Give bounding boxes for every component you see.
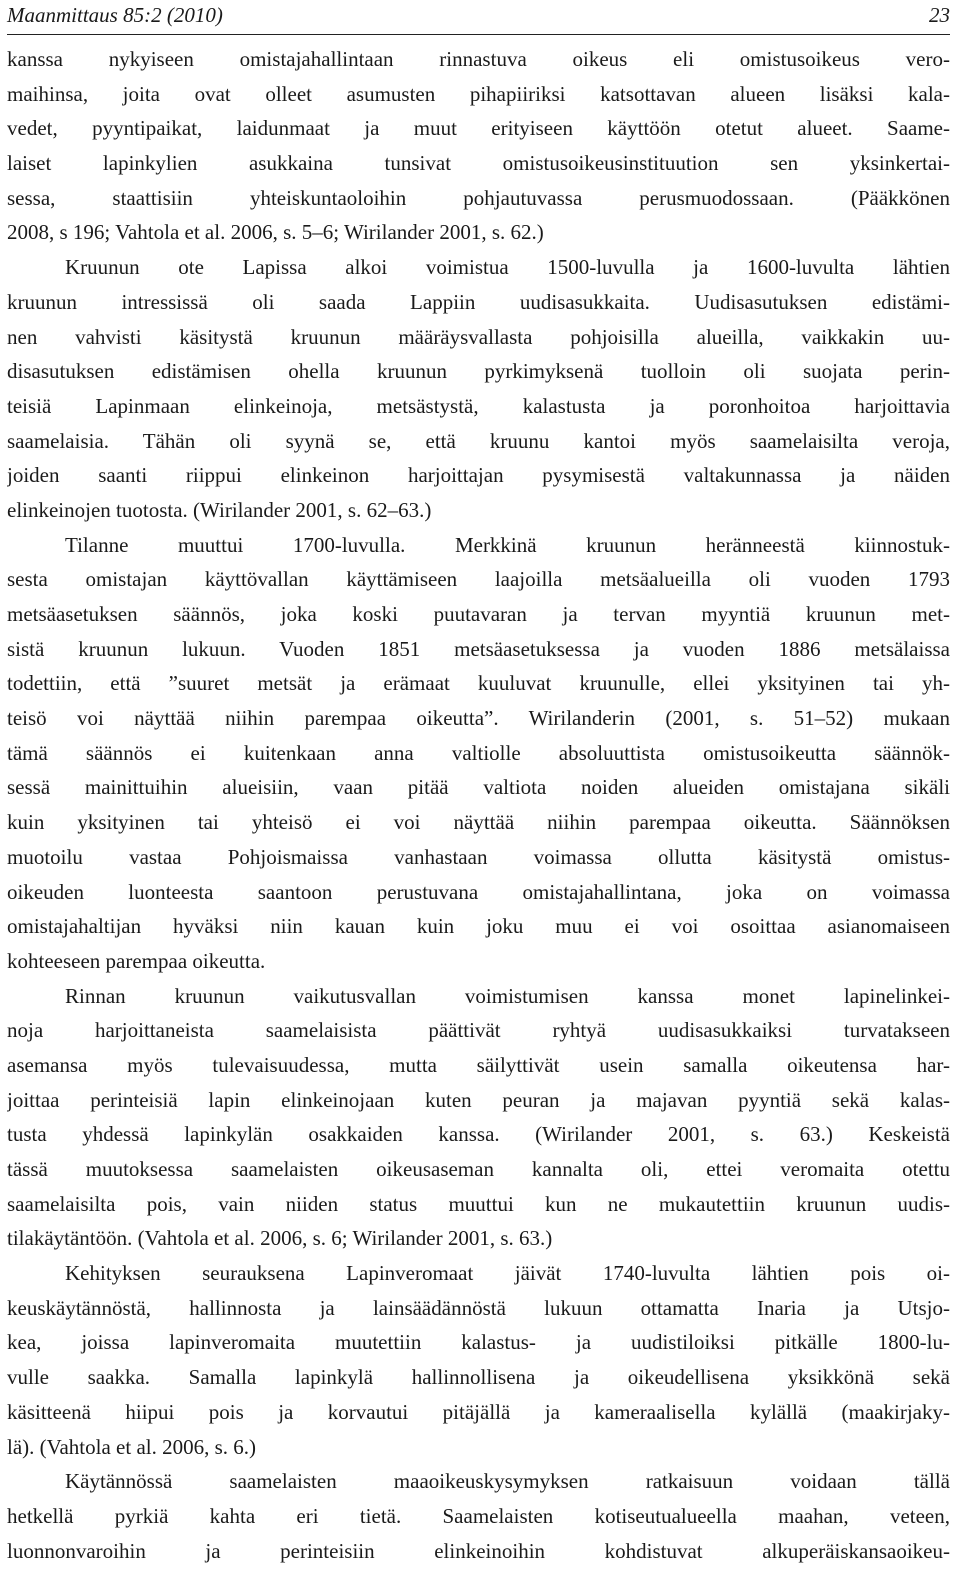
text-line: joittaa perinteisiä lapin elinkeinojaan kuten peuran ja majavan pyyntiä sekä kalas- bbox=[7, 1087, 950, 1112]
text-line: asemansa myös tulevaisuudessa, mutta säilyttivät usein samalla oikeutensa har- bbox=[7, 1052, 950, 1077]
journal-title: Maanmittaus 85:2 (2010) bbox=[7, 3, 223, 27]
text-line: noja harjoittaneista saamelaisista päättivät ryhtyä uudisasukkaiksi turvatakseen bbox=[7, 1018, 950, 1043]
text-line: elinkeinojen tuotosta. (Wirilander 2001, s. 62–63.) bbox=[7, 497, 432, 522]
page-number: 23 bbox=[929, 3, 950, 27]
text-line: maihinsa, joita ovat olleet asumusten pihapiiriksi katsottavan alueen lisäksi kala- bbox=[7, 81, 950, 106]
paragraph bbox=[7, 1464, 950, 1568]
text-line: vedet, pyyntipaikat, laidunmaat ja muut erityiseen käyttöön otetut alueet. Saame- bbox=[7, 116, 950, 141]
text-line: teisö voi näyttää niihin parempaa oikeutta”. Wirilanderin (2001, s. 51–52) mukaan bbox=[7, 706, 950, 731]
text-line: käsitteenä hiipui pois ja korvautui pitäjällä ja kameraalisella kylällä (maakirjaky- bbox=[7, 1399, 950, 1424]
text-line: vulle saakka. Samalla lapinkylä hallinnollisena ja oikeudellisena yksikkönä sekä bbox=[7, 1365, 950, 1390]
text-line: kea, joissa lapinveromaita muutettiin kalastus- ja uudistiloiksi pitkälle 1800-lu- bbox=[7, 1330, 950, 1355]
text-line: omistajahaltijan hyväksi niin kauan kuin joku muu ei voi osoittaa asianomaiseen bbox=[7, 914, 950, 939]
text-line: lä). (Vahtola et al. 2006, s. 6.) bbox=[7, 1434, 257, 1459]
text-line: kohteeseen parempaa oikeutta. bbox=[7, 948, 266, 973]
body-text bbox=[7, 42, 950, 1568]
paragraph bbox=[7, 1256, 950, 1464]
text-line: sesta omistajan käyttövallan käyttämiseen laajoilla metsäalueilla oli vuoden 1793 bbox=[7, 567, 950, 592]
text-line: kanssa nykyiseen omistajahallintaan rinnastuva oikeus eli omistusoikeus vero- bbox=[7, 47, 950, 71]
text-line: Kehityksen seurauksena Lapinveromaat jäivät 1740-luvulta lähtien pois oi- bbox=[65, 1261, 950, 1286]
text-line: kruunun intressissä oli saada Lappiin uudisasukkaita. Uudisasutuksen edistämi- bbox=[7, 289, 950, 314]
text-line: kuin yksityinen tai yhteisö ei voi näyttää niihin parempaa oikeutta. Säännöksen bbox=[7, 810, 950, 835]
text-line: teisiä Lapinmaan elinkeinoja, metsästystä, kalastusta ja poronhoitoa harjoittavia bbox=[7, 393, 950, 418]
text-line: saamelaisia. Tähän oli syynä se, että kruunu kantoi myös saamelaisilta veroja, bbox=[7, 428, 950, 453]
text-line: Rinnan kruunun vaikutusvallan voimistumisen kanssa monet lapinelinkei- bbox=[65, 983, 950, 1008]
text-line: disasutuksen edistämisen ohella kruunun pyrkimyksenä tuolloin oli suojata perin- bbox=[7, 359, 950, 384]
text-line: tusta yhdessä lapinkylän osakkaiden kanssa. (Wirilander 2001, s. 63.) Keskeistä bbox=[7, 1122, 950, 1147]
text-line: laiset lapinkylien asukkaina tunsivat omistusoikeusinstituution sen yksinkertai- bbox=[7, 151, 950, 176]
text-line: metsäasetuksen säännös, joka koski puutavaran ja tervan myyntiä kruunun met- bbox=[7, 602, 950, 626]
text-line: saamelaisilta pois, vain niiden status muuttui kun ne mukautettiin kruunun uudis- bbox=[7, 1191, 950, 1216]
paragraph bbox=[7, 528, 950, 979]
document-page bbox=[7, 0, 950, 1563]
text-line: tilakäytäntöön. (Vahtola et al. 2006, s. 6; Wirilander 2001, s. 63.) bbox=[7, 1226, 553, 1251]
text-line: Kruunun ote Lapissa alkoi voimistua 1500-luvulla ja 1600-luvulta lähtien bbox=[65, 255, 950, 280]
text-line: sessä mainittuihin alueisiin, vaan pitää valtiota noiden alueiden omistajana sikäli bbox=[7, 775, 950, 800]
text-line: Tilanne muuttui 1700-luvulla. Merkkinä kruunun heränneestä kiinnostuk- bbox=[65, 532, 950, 557]
text-line: joiden saanti riippui elinkeinon harjoittajan pysymisestä valtakunnassa ja näiden bbox=[7, 463, 950, 488]
text-line: Käytännössä saamelaisten maaoikeuskysymyksen ratkaisuun voidaan tällä bbox=[65, 1469, 950, 1494]
text-line: keuskäytännöstä, hallinnosta ja lainsäädännöstä lukuun ottamatta Inaria ja Utsjo- bbox=[7, 1295, 950, 1320]
text-line: 2008, s 196; Vahtola et al. 2006, s. 5–6; Wirilander 2001, s. 62.) bbox=[7, 220, 544, 245]
text-line: todettiin, että ”suuret metsät ja erämaat kuuluvat kruunulle, ellei yksityinen tai yh- bbox=[7, 671, 950, 696]
text-line: tämä säännös ei kuitenkaan anna valtiolle absoluuttista omistusoikeutta säännök- bbox=[7, 740, 950, 765]
text-line: muotoilu vastaa Pohjoismaissa vanhastaan voimassa ollutta käsitystä omistus- bbox=[7, 844, 950, 869]
text-line: luonnonvaroihin ja perinteisiin elinkeinoihin kohdistuvat alkuperäiskansaoikeu- bbox=[7, 1538, 950, 1563]
paragraph bbox=[7, 979, 950, 1257]
text-line: sessa, staattisiin yhteiskuntaoloihin pohjautuvassa perusmuodossaan. (Pääkkönen bbox=[7, 185, 950, 210]
text-line: nen vahvisti käsitystä kruunun määräysvallasta pohjoisilla alueilla, vaikkakin uu- bbox=[7, 324, 950, 349]
text-line: oikeuden luonteesta saantoon perustuvana omistajahallintana, joka on voimassa bbox=[7, 879, 950, 904]
text-line: sistä kruunun lukuun. Vuoden 1851 metsäasetuksessa ja vuoden 1886 metsälaissa bbox=[7, 636, 950, 661]
text-line: tässä muutoksessa saamelaisten oikeusaseman kannalta oli, ettei veromaita otettu bbox=[7, 1157, 950, 1181]
paragraph bbox=[7, 42, 950, 250]
running-header bbox=[7, 0, 950, 35]
paragraph bbox=[7, 250, 950, 528]
text-line: hetkellä pyrkiä kahta eri tietä. Saamelaisten kotiseutualueella maahan, veteen, bbox=[7, 1503, 950, 1528]
